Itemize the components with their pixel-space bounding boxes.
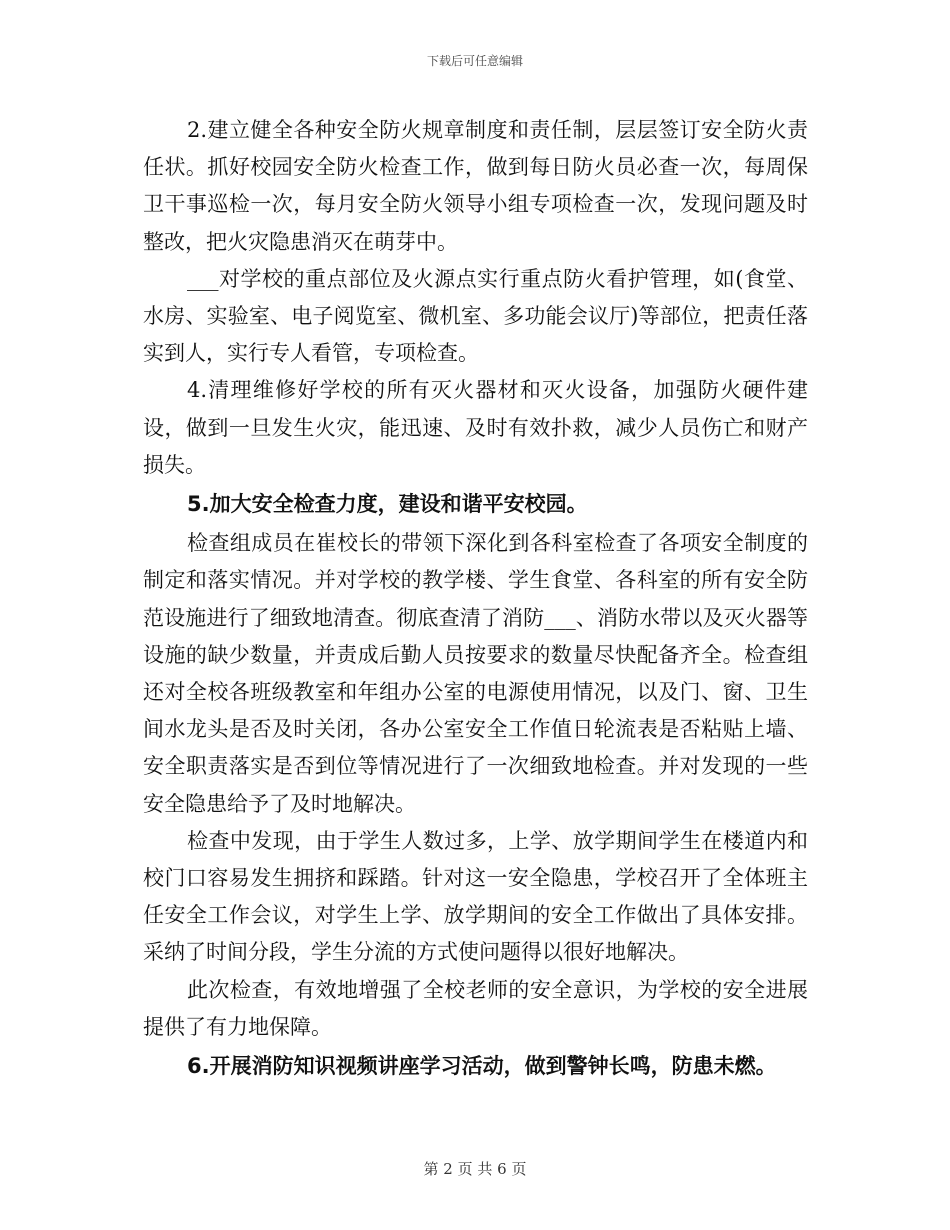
paragraph-key-areas: ___对学校的重点部位及火源点实行重点防火看护管理，如(食堂、水房、实验室、电子阅览室、微机室、多功能会议厅)等部位，把责任落实到人，实行专人看管，专项检查。 [143,266,808,366]
page-header: 下载后可任意编辑 [426,54,523,68]
page-number: 第 2 页 共 6 页 [423,1160,527,1178]
paragraph-inspection-team: 检查组成员在崔校长的带领下深化到各科室检查了各项安全制度的制定和落实情况。并对学校的教学楼、学生食堂、各科室的所有安全防范设施进行了细致地清查。彻底查清了消防___、消防水带以及灭火器等设施的缺少数量，并责成后勤人员按要求的数量尽快配备齐全。检查组还对全校各班级教室和年组办公室的电源使用情况，以及门、窗、卫生间水龙头是否及时关闭，各办公室安全工作值日轮流表是否粘贴上墙、安全职责落实是否到位等情况进行了一次细致地检查。并对发现的一些安全隐患给予了及时地解决。 [143,531,808,816]
paragraph-inspection-result: 此次检查，有效地增强了全校老师的安全意识，为学校的安全进展提供了有力地保障。 [143,977,808,1039]
document-body [143,112,808,1087]
section-heading-safety-inspection: 5.加大安全检查力度，建设和谐平安校园。 [187,492,588,517]
paragraph-inspection-findings: 检查中发现，由于学生人数过多，上学、放学期间学生在楼道内和校门口容易发生拥挤和踩踏。针对这一安全隐患，学校召开了全体班主任安全工作会议，对学生上学、放学期间的安全工作做出了具体安排。采纳了时间分段，学生分流的方式使问题得以很好地解决。 [143,828,808,965]
paragraph-fire-equipment: 4.清理维修好学校的所有灭火器材和灭火设备，加强防火硬件建设，做到一旦发生火灾，能迅速、及时有效扑救，减少人员伤亡和财产损失。 [143,378,808,477]
paragraph-fire-safety-rules: 2.建立健全各种安全防火规章制度和责任制，层层签订安全防火责任状。抓好校园安全防火检查工作，做到每日防火员必查一次，每周保卫干事巡检一次，每月安全防火领导小组专项检查一次，发现问题及时整改，把火灾隐患消灭在萌芽中。 [143,118,808,254]
section-heading-fire-lecture: 6.开展消防知识视频讲座学习活动，做到警钟长鸣，防患未燃。 [187,1054,777,1079]
